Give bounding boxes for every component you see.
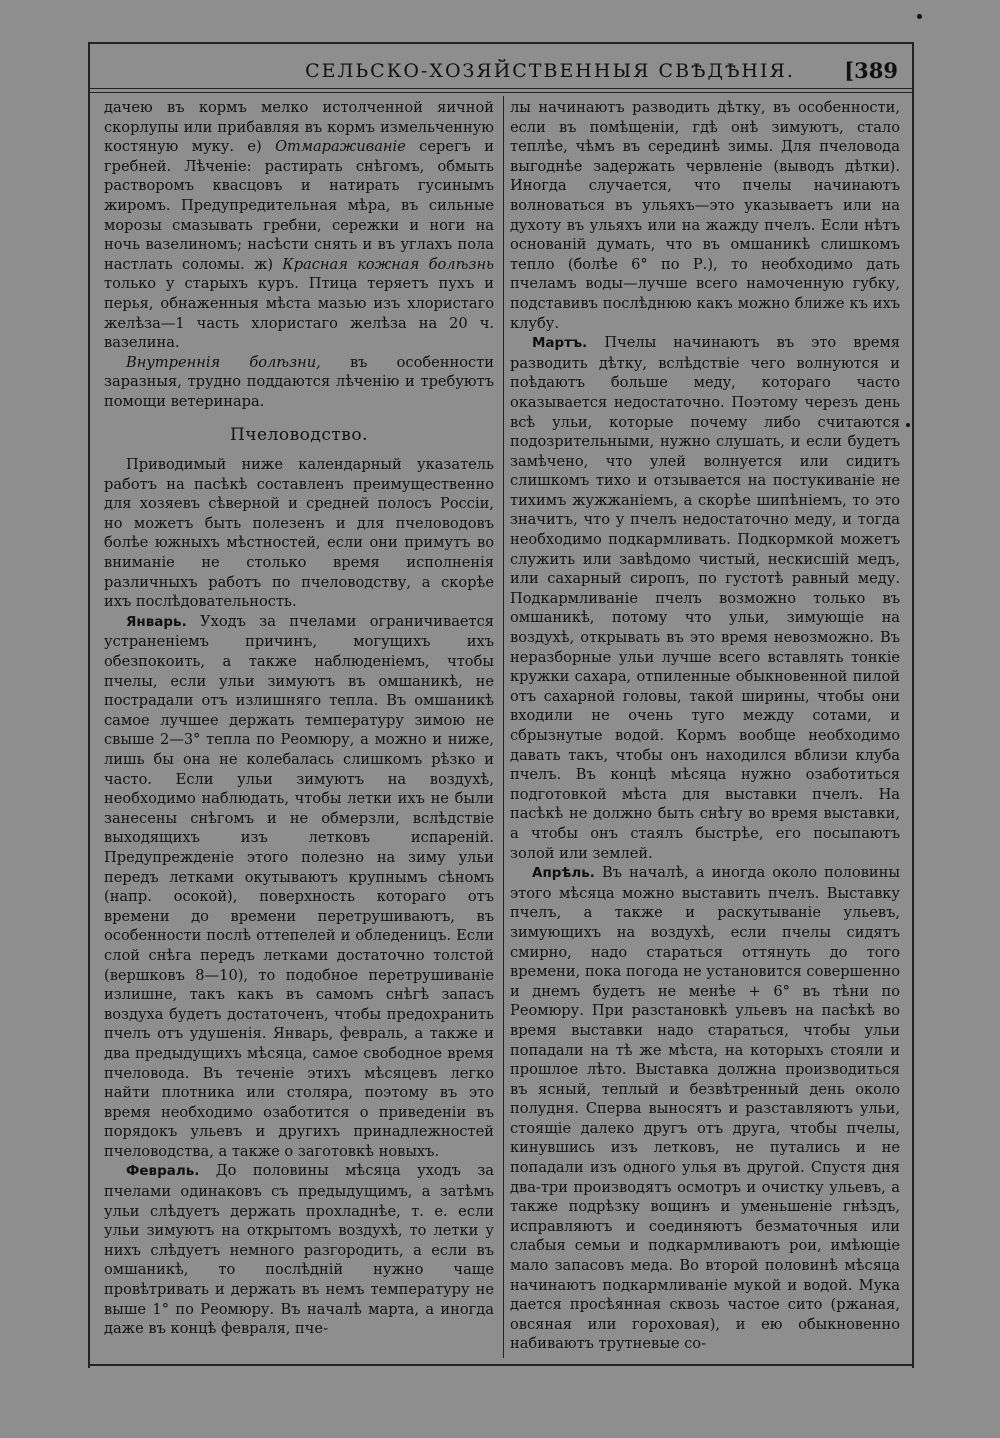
running-header — [90, 56, 912, 86]
paragraph-april — [510, 863, 900, 1354]
paragraph — [104, 98, 494, 353]
frame-bottom-rule — [88, 1364, 914, 1366]
paragraph-march — [510, 333, 900, 863]
header-rule — [90, 88, 912, 89]
month-label: Мартъ. — [532, 335, 588, 352]
paragraph — [104, 353, 494, 412]
paragraph: Приводимый ниже календарный указатель работъ на пасѣкѣ составленъ преимущественно для хозяевъ сѣверной и средней полосъ Россіи, но можетъ быть полезенъ и для пчеловодовъ болѣе южныхъ мѣстностей, если они примутъ во вниманіе не столько время исполненія различныхъ работъ по пчеловодству, а скорѣе ихъ послѣдовательность. — [104, 456, 494, 611]
text: только у старыхъ куръ. Птица теряетъ пухъ и перья, обнаженныя мѣста мазью изъ хлористаго желѣза—1 часть хлористаго желѣза на 20 ч. вазелина. — [104, 275, 494, 352]
month-label: Январь. — [126, 613, 187, 630]
month-label: Апрѣль. — [532, 865, 595, 882]
paragraph: лы начинаютъ разводить дѣтку, въ особенности, если въ помѣщеніи, гдѣ онѣ зимуютъ, стало теплѣе, чѣмъ въ серединѣ зимы. Для пчеловода выгоднѣе задержать червленіе (выводъ дѣтки). Иногда случается, что пчелы начинаютъ волноваться въ ульяхъ—это указываетъ или на духоту въ ульяхъ или на жажду пчелъ. Если нѣтъ основаній думать, что въ омшаникѣ слишкомъ тепло (болѣе 6° по Р.), то необходимо дать пчеламъ воды—лучше всего намоченную губку, подставивъ послѣднюю какъ можно ближе къ ихъ клубу. — [510, 99, 900, 332]
paragraph-january — [104, 612, 494, 1162]
section-title: Пчеловодство. — [229, 424, 369, 445]
header-title: СЕЛЬСКО-ХОЗЯЙСТВЕННЫЯ СВѢДѢНІЯ. — [305, 60, 795, 82]
page-number: [389 — [844, 58, 898, 83]
page — [88, 42, 914, 1368]
text: серегъ и гребней. Лѣченіе: растирать снѣгомъ, обмыть растворомъ квасцовъ и натирать гусинымъ жиромъ. Предупредительная мѣра, въ сильные морозы смазывать гребни, сережки и ноги на ночь вазелиномъ; насѣсти снять и въ углахъ пола настлать соломы. ж) — [104, 138, 494, 273]
text: дачею въ кормъ мелко истолченной яичной скорлупы или прибавляя въ кормъ измельченную костяную муку. е) — [104, 99, 494, 156]
ink-dot — [917, 14, 922, 19]
text: До половины мѣсяца уходъ за пчелами одинаковъ съ предыдущимъ, а затѣмъ ульи слѣдуетъ держать прохладнѣе, т. е. если ульи зимуютъ на открытомъ воздухѣ, то летки у нихъ слѣдуетъ немного разгородить, а если въ омшаникѣ, то послѣдній нужно чаще провѣтривать и держать въ немъ температуру не выше 1° по Реомюру. Въ началѣ марта, а иногда даже въ концѣ февраля, пче- — [104, 1162, 494, 1338]
header-rule — [90, 92, 912, 93]
emphasis: Внутреннія болѣзни, — [126, 353, 321, 371]
text: Въ началѣ, а иногда около половины этого мѣсяца можно выставить пчелъ. Выставку пчелъ, а также и раскутываніе ульевъ, зимующихъ на воздухѣ, если пчелы сидятъ смирно, надо стараться оттянуть до того времени, пока погода не установится совершенно и днемъ будетъ не менѣе + 6° въ тѣни по Реомюру. При разстановкѣ ульевъ на пасѣкѣ во время выставки надо стараться, чтобы ульи попадали на тѣ же мѣста, на которыхъ стояли и прошлое лѣто. Выставка должна производиться въ ясный, теплый и безвѣтренный день около полудня. Сперва выносятъ и разставляютъ ульи, стоящіе далеко другъ отъ друга, чтобы пчелы, кинувшись изъ летковъ, не путались и не попадали изъ одного улья въ другой. Спустя дня два-три производятъ осмотръ и очистку ульевъ, а также подрѣзку вощинъ и уменьшеніе гнѣздъ, исправляютъ и соединяютъ безматочныя или слабыя семьи и подкармливаютъ рои, имѣющіе мало запасовъ меда. Во второй половинѣ мѣсяца начинаютъ подкармливаніе мукой и водой. Мука дается просѣянная сквозь частое сито (ржаная, овсяная или гороховая), и ею обыкновенно набиваютъ трутневые со- — [510, 864, 900, 1353]
text: Пчелы начинаютъ въ это время разводить дѣтку, вслѣдствіе чего волнуются и поѣдаютъ больше меду, котораго часто оказывается недостаточно. Поэтому черезъ день всѣ ульи, которые почему либо считаются подозрительными, нужно слушать, и если будетъ замѣчено, что улей волнуется или сидитъ слишкомъ тихо и отзывается на постукиваніе не тихимъ жужжаніемъ, а скорѣе шипѣніемъ, то это значитъ, что у пчелъ недостаточно меду, и тогда необходимо подкармливать. Подкормкой можетъ служить или завѣдомо чистый, нескисшій медъ, или сахарный сиропъ, по густотѣ равный меду. Подкармливаніе пчелъ возможно только въ омшаникѣ, потому что ульи, зимующіе на воздухѣ, открывать въ это время невозможно. Въ неразборные ульи лучше всего вставлять тонкіе кружки сахара, отпиленные обыкновенной пилой отъ сахарной головы, такой ширины, чтобы они входили не очень туго между сотами, и сбрызнутые водой. Кормъ вообще необходимо давать такъ, чтобы онъ находился вблизи клуба пчелъ. Въ концѣ мѣсяца нужно озаботиться подготовкой мѣста для выставки пчелъ. На пасѣкѣ не должно быть снѣгу во время выставки, а чтобы онъ стаялъ быстрѣе, его посыпаютъ золой или землей. — [510, 334, 900, 862]
paragraph-february — [104, 1161, 494, 1338]
left-column — [104, 98, 494, 1339]
text: въ особенности заразныя, трудно поддаются лѣченію и требуютъ помощи ветеринара. — [104, 353, 494, 410]
emphasis: Красная кожная болѣзнь — [282, 255, 494, 273]
emphasis: Отмараживаніе — [275, 138, 406, 156]
right-column — [510, 98, 900, 1354]
column-divider — [503, 96, 504, 1358]
text: Уходъ за пчелами ограничивается устраненіемъ причинъ, могущихъ ихъ обезпокоить, а также наблюденіемъ, чтобы пчелы, если ульи зимуютъ въ омшаникѣ, не пострадали отъ излишняго тепла. Въ омшаникѣ самое лучшее держать температуру зимою не свыше 2—3° тепла по Реомюру, а можно и ниже, лишь бы она не колебалась слишкомъ рѣзко и часто. Если ульи зимуютъ на воздухѣ, необходимо наблюдать, чтобы летки ихъ не были занесены снѣгомъ и не обмерзли, вслѣдствіе выходящихъ изъ летковъ испареній. Предупрежденіе этого полезно на зиму ульи передъ летками окутываютъ крупнымъ сѣномъ (напр. осокой), поверхность котораго отъ времени до времени перетрушиваютъ, въ особенности послѣ оттепелей и обледеницъ. Если слой снѣга передъ летками достаточно толстой (вершковъ 8—10), то подобное перетрушиваніе излишне, такъ какъ въ самомъ снѣгѣ запасъ воздуха будетъ достаточенъ, чтобы предохранить пчелъ отъ удушенія. Январь, февраль, а также и два предыдущихъ мѣсяца, самое свободное время пчеловода. Въ теченіе этихъ мѣсяцевъ легко найти плотника или столяра, поэтому въ это время необходимо озаботится о приведеніи въ порядокъ ульевъ и другихъ принадлежностей пчеловодства, а также о заготовкѣ новыхъ. — [104, 612, 494, 1160]
month-label: Февраль. — [126, 1163, 200, 1180]
